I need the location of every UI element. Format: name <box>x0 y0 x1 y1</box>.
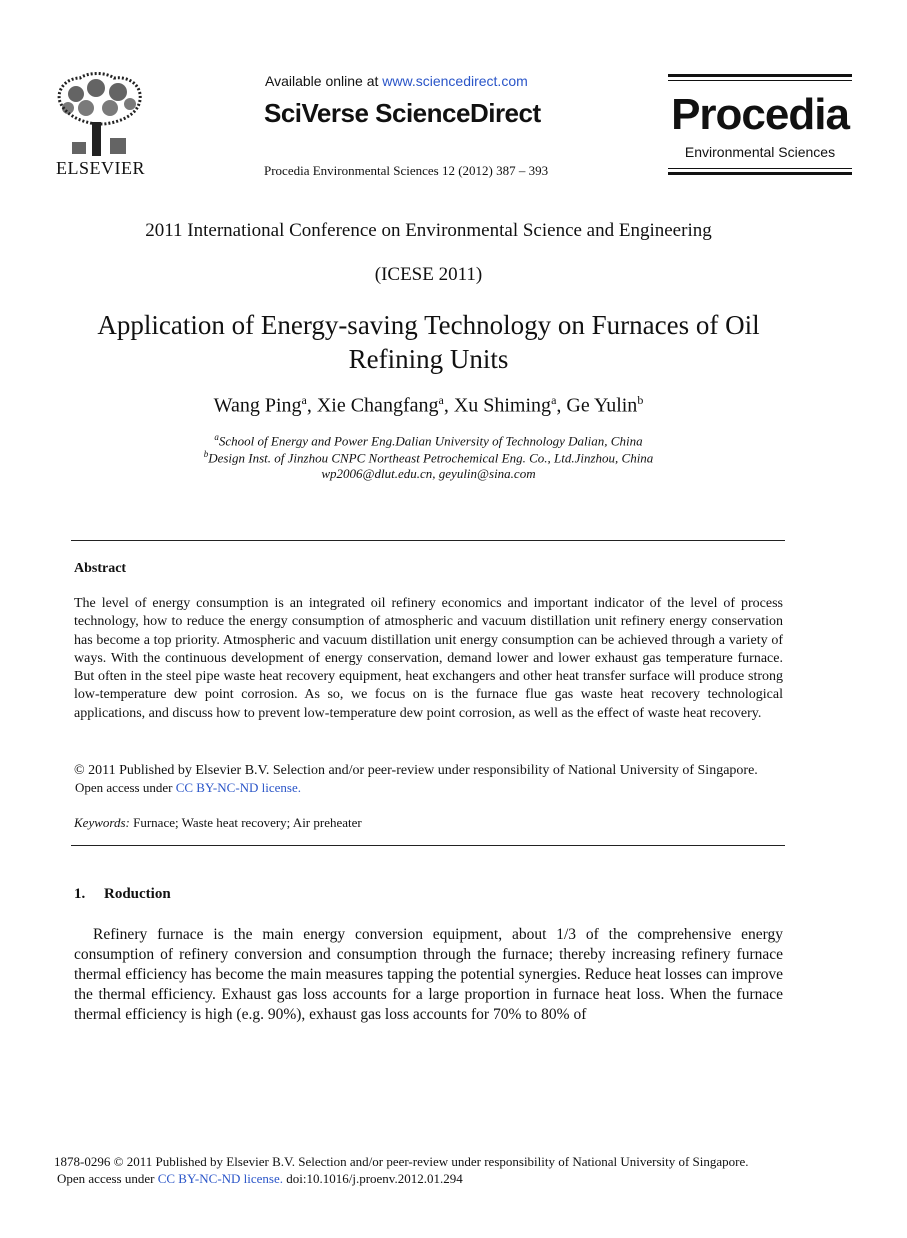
abstract-heading: Abstract <box>74 561 127 576</box>
author-separator: , <box>443 394 454 417</box>
keywords-label: Keywords: <box>74 815 130 830</box>
author-separator: , <box>306 394 317 417</box>
keywords <box>74 815 362 831</box>
affiliation-a-mark: a <box>214 432 219 442</box>
affiliation-b-mark: b <box>203 449 209 459</box>
open-access-prefix: Open access under <box>75 780 176 795</box>
author-name: Wang Ping <box>213 394 302 417</box>
abstract-body: The level of energy consumption is an integrated oil refinery economics and important indicator of the level of process technology, how to reduce the energy consumption of atmospheric and vacuum distillation unit refinery energy conservation has become a top priority. Atmospheric and vacuum distillation unit energy consumption can be achieved through a variety of ways. With the continuous development of energy conservation, demand lower and lower exhaust gas temperature furnace. But often in the steel pipe waste heat recovery equipment, heat exchangers and other heat transfer surface will produce strong low-temperature dew point corrosion. As so, we focus on is the furnace flue gas waste heat recovery technological applications, and discuss how to prevent low-temperature dew point corrosion, as well as the effect of waste heat recovery. <box>74 596 783 721</box>
journal-logo-title: Procedia <box>671 90 849 139</box>
section-body: Refinery furnace is the main energy conversion equipment, about 1/3 of the comprehensive energy consumption of refinery conversion and consumption through the furnace; thereby increasing refinery furnace thermal efficiency has become the main measures tapping the potential synergies. Reduce heat losses can improve the thermal efficiency. Exhaust gas loss accounts for a large proportion in furnace heat loss. When the furnace thermal efficiency is high (e.g. 90%), exhaust gas loss accounts for 70% to 80% of <box>74 926 783 1023</box>
sciencedirect-link[interactable]: www.sciencedirect.com <box>382 73 528 89</box>
abstract-top-rule <box>71 540 785 541</box>
abstract-bottom-rule <box>71 845 785 846</box>
paper-title: Application of Energy-saving Technology on Furnaces of Oil Refining Units <box>97 310 760 374</box>
author-separator: , <box>556 394 567 417</box>
copyright-notice: © 2011 Published by Elsevier B.V. Selection and/or peer-review under responsibility of National University of Singapore. <box>74 763 758 778</box>
open-access-notice <box>75 780 301 796</box>
section-heading <box>74 886 171 903</box>
publisher-wordmark: ELSEVIER <box>56 158 145 178</box>
logo-top-thin-rule <box>668 80 852 81</box>
journal-logo-subtitle: Environmental Sciences <box>684 144 836 160</box>
footer-open-access-prefix: Open access under <box>57 1171 158 1186</box>
conference-name: 2011 International Conference on Environmental Science and Engineering <box>145 220 712 241</box>
footer-copyright: 1878-0296 © 2011 Published by Elsevier B.V. Selection and/or peer-review under responsibility of National University of Singapore. <box>54 1154 749 1169</box>
available-online-prefix: Available online at <box>265 73 383 89</box>
section-number: 1. <box>74 886 86 902</box>
author-name: Ge Yulin <box>566 394 638 417</box>
keywords-values: Furnace; Waste heat recovery; Air preheater <box>129 815 362 830</box>
author-affiliation-mark: a <box>438 393 444 407</box>
affiliation-a-text: School of Energy and Power Eng.Dalian University of Technology Dalian, China <box>218 433 643 449</box>
footer-doi: doi:10.1016/j.proenv.2012.01.294 <box>283 1171 463 1186</box>
author-affiliation-mark: a <box>551 393 557 407</box>
author-affiliation-mark: a <box>301 393 307 407</box>
author-emails: wp2006@dlut.edu.cn, geyulin@sina.com <box>321 466 536 481</box>
logo-top-rule <box>668 74 852 77</box>
platform-logo: SciVerse ScienceDirect <box>264 98 541 128</box>
available-online-text <box>265 73 528 89</box>
footer-open-access <box>57 1171 463 1187</box>
footer-license-link[interactable]: CC BY-NC-ND license. <box>157 1171 284 1186</box>
logo-bottom-thin-rule <box>668 168 852 169</box>
affiliation-b-text: Design Inst. of Jinzhou CNPC Northeast Petrochemical Eng. Co., Ltd.Jinzhou, China <box>208 450 654 466</box>
author-name: Xie Changfang <box>316 394 439 417</box>
license-link[interactable]: CC BY-NC-ND license. <box>175 780 302 795</box>
affiliation-b <box>0 449 857 466</box>
section-title: Roduction <box>104 886 171 902</box>
logo-bottom-rule <box>668 172 852 175</box>
author-name: Xu Shiming <box>453 394 552 417</box>
conference-abbreviation: (ICESE 2011) <box>374 264 483 285</box>
author-list <box>0 393 857 418</box>
journal-logo <box>668 74 852 178</box>
author-affiliation-mark: b <box>637 393 644 407</box>
journal-reference: Procedia Environmental Sciences 12 (2012) 387 – 393 <box>264 163 549 178</box>
affiliation-a <box>0 432 857 449</box>
